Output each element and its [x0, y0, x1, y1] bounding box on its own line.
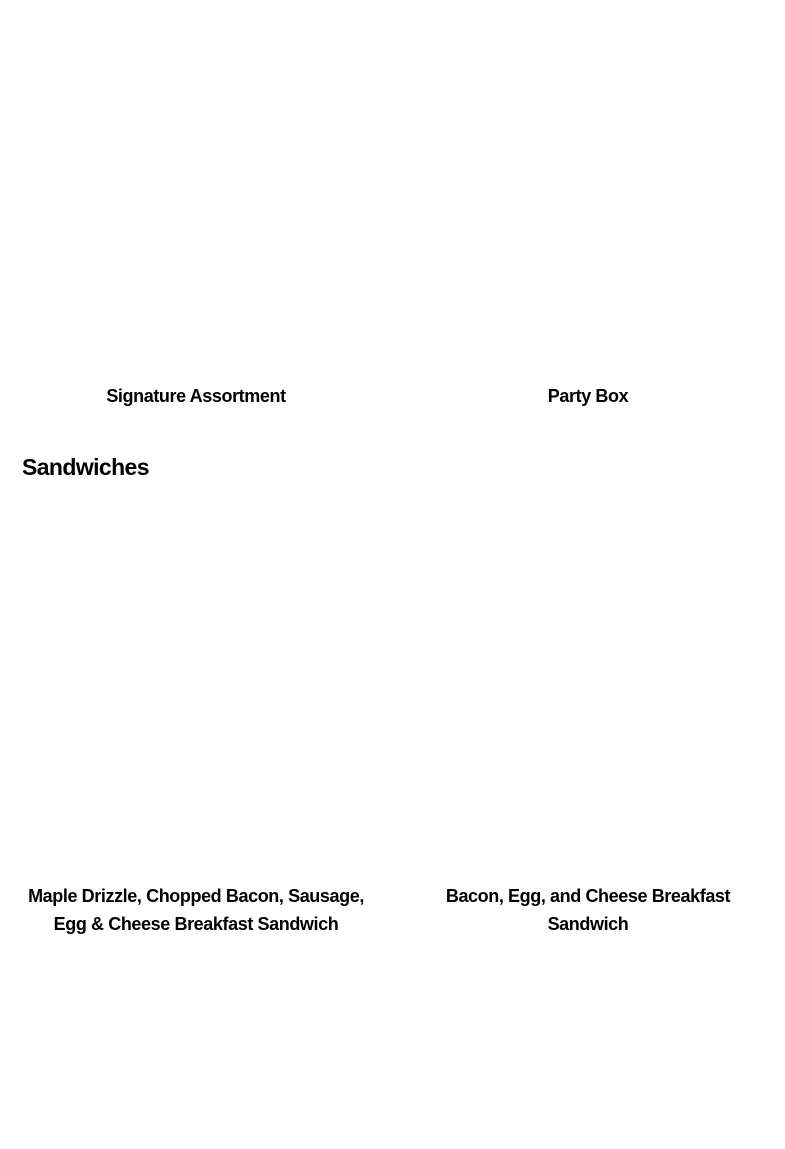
product-card-signature-assortment[interactable]: [0, 0, 392, 422]
product-image[interactable]: [21, 0, 371, 370]
product-title-wrap: [0, 870, 392, 950]
product-title-wrap: [392, 370, 784, 422]
product-title-wrap: [0, 370, 392, 422]
product-image[interactable]: [21, 500, 371, 870]
product-card-bacon-egg-cheese-sandwich[interactable]: [392, 500, 784, 950]
product-title[interactable]: Bacon, Egg, and Cheese Breakfast Sandwich: [445, 886, 731, 934]
product-image[interactable]: [413, 0, 763, 370]
product-image[interactable]: [413, 500, 763, 870]
product-card-party-box[interactable]: [392, 0, 784, 422]
sandwiches-grid: [0, 500, 785, 950]
collections-grid: [0, 0, 785, 422]
product-title-wrap: [392, 870, 784, 950]
product-title[interactable]: Signature Assortment: [106, 386, 286, 406]
product-card-maple-drizzle-sandwich[interactable]: [0, 500, 392, 950]
section-heading-sandwiches: Sandwiches: [22, 454, 149, 480]
product-title[interactable]: Maple Drizzle, Chopped Bacon, Sausage, Egg & Cheese Breakfast Sandwich: [28, 886, 364, 934]
product-title[interactable]: Party Box: [547, 386, 629, 406]
